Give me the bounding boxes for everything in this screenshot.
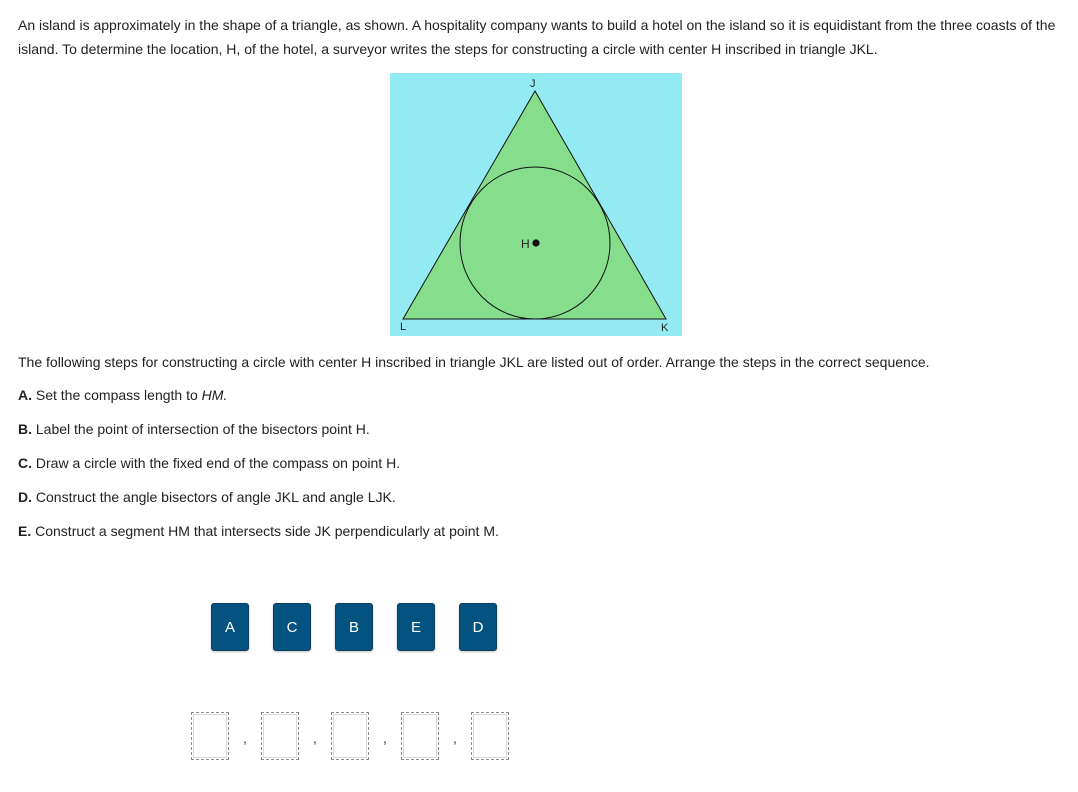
problem-intro: An island is approximately in the shape of a triangle, as shown. A hospitality company wants to build a hotel on the island so it is equidistant from the three coasts of the island. To determine the location, H, of the hotel, a surveyor writes the steps for constructing a circle with center H inscribed in triangle JKL. xyxy=(18,17,1056,57)
step-a-period: . xyxy=(223,387,228,403)
slot-separator: , xyxy=(243,730,247,746)
slot-separator: , xyxy=(453,730,457,746)
step-a-emphasis: HM xyxy=(201,387,224,403)
drop-slot-5[interactable] xyxy=(471,712,509,760)
steps-list xyxy=(18,385,499,555)
step-d-text: Construct the angle bisectors of angle JKL and angle LJK. xyxy=(35,489,396,505)
instructions-text: The following steps for constructing a circle with center H inscribed in triangle JKL are listed out of order. Arrange the steps in the correct sequence. xyxy=(18,354,930,370)
tile-e[interactable]: E xyxy=(397,603,435,651)
step-b xyxy=(18,419,499,453)
triangle-diagram xyxy=(390,73,682,336)
vertex-label-l: L xyxy=(400,321,407,333)
step-a xyxy=(18,385,499,419)
island-figure xyxy=(390,73,682,336)
tile-b[interactable]: B xyxy=(335,603,373,651)
tile-a[interactable]: A xyxy=(211,603,249,651)
vertex-label-k: K xyxy=(661,322,669,334)
step-c-text: Draw a circle with the fixed end of the compass on point H. xyxy=(35,455,401,471)
drop-slot-4[interactable] xyxy=(401,712,439,760)
step-c-letter: C. xyxy=(18,455,32,471)
step-e-letter: E. xyxy=(18,523,32,539)
drop-slot-2[interactable] xyxy=(261,712,299,760)
step-d xyxy=(18,487,499,521)
step-a-letter: A. xyxy=(18,387,32,403)
center-point-h xyxy=(532,239,539,246)
drop-slot-3[interactable] xyxy=(331,712,369,760)
vertex-label-j: J xyxy=(530,78,536,90)
tile-c[interactable]: C xyxy=(273,603,311,651)
tile-d[interactable]: D xyxy=(459,603,497,651)
step-a-text: Set the compass length to xyxy=(35,387,202,403)
answer-drop-zones xyxy=(191,712,509,760)
step-d-letter: D. xyxy=(18,489,32,505)
drop-slot-1[interactable] xyxy=(191,712,229,760)
answer-tiles xyxy=(211,603,497,651)
step-e xyxy=(18,521,499,555)
step-c xyxy=(18,453,499,487)
center-label-h: H xyxy=(521,237,530,251)
step-e-text: Construct a segment HM that intersects side JK perpendicularly at point M. xyxy=(35,523,499,539)
step-b-letter: B. xyxy=(18,421,32,437)
step-b-text: Label the point of intersection of the bisectors point H. xyxy=(35,421,370,437)
slot-separator: , xyxy=(383,730,387,746)
slot-separator: , xyxy=(313,730,317,746)
